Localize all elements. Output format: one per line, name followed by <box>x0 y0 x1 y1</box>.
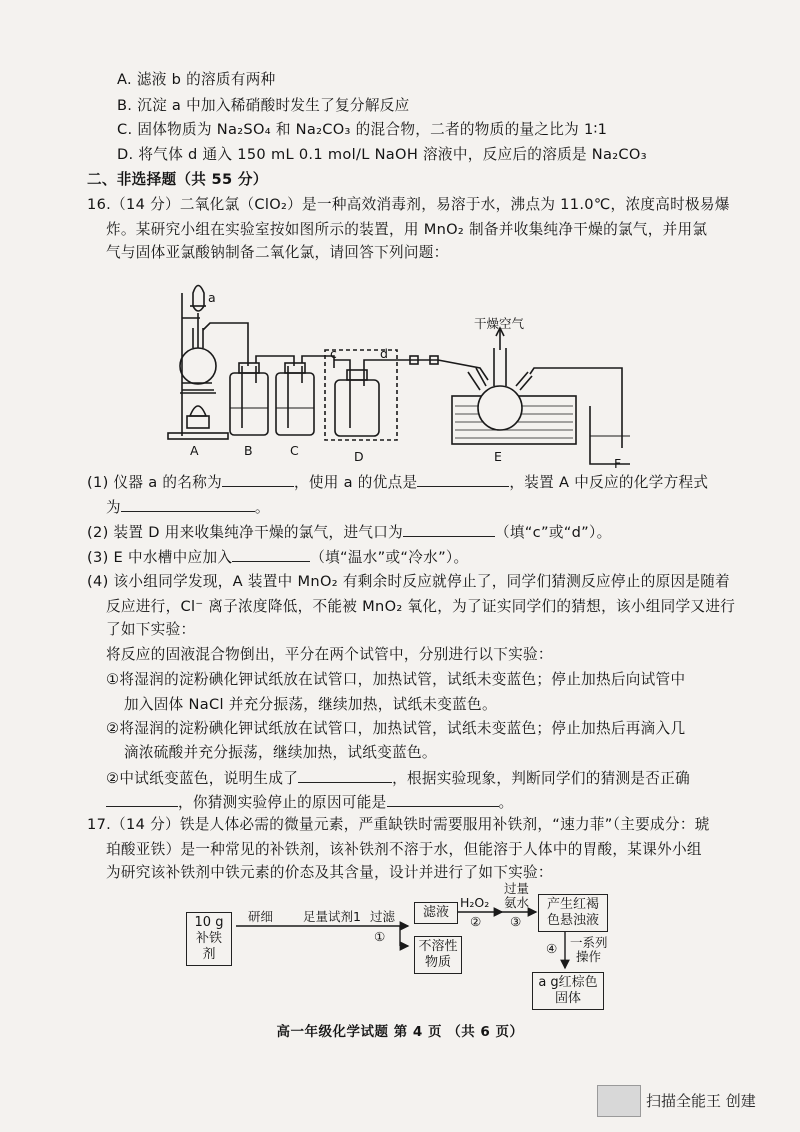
bottle-b <box>230 373 268 435</box>
flow-filter: 过滤 <box>370 909 396 924</box>
q16-p4-text-10b: 。 <box>498 794 514 811</box>
label-D: D <box>354 449 364 464</box>
q16-p3 <box>87 547 468 568</box>
q16-p4-line8: 滴浓硫酸并充分振荡，继续加热，试纸变蓝色。 <box>124 744 437 761</box>
q16-p1-line1 <box>87 472 708 493</box>
answer-blank[interactable] <box>121 497 255 512</box>
flow-filtrate-box <box>414 902 458 924</box>
q16-p3-text-a: (3) E 中水槽中应加入 <box>87 549 233 566</box>
q16-p3-text-b: （填“温水”或“冷水”）。 <box>310 549 469 566</box>
answer-blank[interactable] <box>232 547 310 562</box>
flow-diagram <box>180 880 620 1010</box>
flow-precip-box <box>538 894 608 932</box>
flow-step1: ① <box>374 929 386 944</box>
q16-p4-line10 <box>106 792 513 813</box>
q16-p1-text-a: (1) 仪器 a 的名称为 <box>87 474 222 491</box>
bottle-c <box>276 373 314 435</box>
label-C: C <box>290 443 299 458</box>
q16-p1-text-d: 为 <box>106 499 121 516</box>
q16-p4-line7: ②将湿润的淀粉碘化钾试纸放在试管口，加热试管，试纸未变蓝色；停止加热后再滴入几 <box>106 720 686 737</box>
flow-insoluble-box <box>414 936 462 974</box>
flow-ammonia-1: 过量 <box>504 881 530 896</box>
label-E: E <box>494 449 502 464</box>
answer-blank[interactable] <box>403 522 495 537</box>
flow-precip-text: 产生红褐 色悬浊液 <box>546 897 599 928</box>
flow-final-box <box>532 972 604 1010</box>
label-B: B <box>244 443 253 458</box>
q16-p2-text-b: （填“c”或“d”）。 <box>495 524 612 541</box>
q16-intro-line2: 炸。某研究小组在实验室按如图所示的装置，用 MnO₂ 制备并收集纯净干燥的氯气，并用氯 <box>106 221 708 238</box>
q16-intro-line3: 气与固体亚氯酸钠制备二氧化氯，请回答下列问题： <box>106 244 449 261</box>
answer-blank[interactable] <box>387 792 499 807</box>
flow-start-box <box>186 912 232 966</box>
q16-p1-text-c: ，装置 A 中反应的化学方程式 <box>509 474 709 491</box>
q16-p1-text-b: ，使用 a 的优点是 <box>294 474 418 491</box>
q16-p4-line1: (4) 该小组同学发现，A 装置中 MnO₂ 有剩余时反应就停止了，同学们猜测反应停止的原因是随着 <box>87 573 731 590</box>
label-d-port: d <box>380 346 388 361</box>
beaker-f <box>590 406 630 464</box>
flow-h2o2: H₂O₂ <box>460 895 490 910</box>
flow-step4: ④ <box>546 941 558 956</box>
scanner-logo <box>597 1085 641 1117</box>
label-c: c <box>330 346 337 361</box>
answer-blank[interactable] <box>106 792 178 807</box>
answer-blank[interactable] <box>222 472 294 487</box>
tube-a-b <box>203 323 248 366</box>
flow-step3: ③ <box>510 914 522 929</box>
q16-p4-text-10a: ，你猜测实验停止的原因可能是 <box>178 794 387 811</box>
label-A: A <box>190 443 199 458</box>
round-flask <box>180 348 216 384</box>
flow-ammonia-2: 氨水 <box>504 895 530 910</box>
q16-p1-line2 <box>106 497 270 518</box>
flow-start-text: 10 g 补铁剂 <box>194 915 224 962</box>
flow-reagent: 足量试剂1 <box>303 909 361 924</box>
q16-p2 <box>87 522 612 543</box>
q16-p4-line3: 了如下实验： <box>106 621 196 638</box>
q16-intro-line1: 16.（14 分）二氧化氯（ClO₂）是一种高效消毒剂，易溶于水，沸点为 11.0℃，浓度高时极易爆 <box>87 196 730 213</box>
flow-insoluble-text: 不溶性 物质 <box>418 939 458 970</box>
flow-final-text: a g红棕色 固体 <box>538 975 598 1006</box>
bottle-d <box>335 380 379 436</box>
flow-step2: ② <box>470 914 482 929</box>
q16-p4-text-9a: ②中试纸变蓝色，说明生成了 <box>106 770 299 787</box>
q16-p2-text-a: (2) 装置 D 用来收集纯净干燥的氯气，进气口为 <box>87 524 404 541</box>
q16-p4-line5: ①将湿润的淀粉碘化钾试纸放在试管口，加热试管，试纸未变蓝色；停止加热后向试管中 <box>106 671 686 688</box>
three-neck-flask <box>478 386 522 430</box>
q17-intro-line2: 珀酸亚铁）是一种常见的补铁剂，该补铁剂不溶于水，但能溶于人体中的胃酸，某课外小组 <box>106 841 702 858</box>
page-footer: 高一年级化学试题 第 4 页 （共 6 页） <box>276 1024 524 1040</box>
flow-filtrate-text: 滤液 <box>422 905 449 920</box>
apparatus-diagram <box>160 268 630 473</box>
stand-base <box>168 433 228 439</box>
label-dry-air: 干燥空气 <box>474 316 525 331</box>
label-a-small: a <box>208 290 216 305</box>
answer-blank[interactable] <box>298 768 392 783</box>
flow-ops-1: 一系列 <box>570 935 608 950</box>
option-c: C. 固体物质为 Na₂SO₄ 和 Na₂CO₃ 的混合物，二者的物质的量之比为 1∶1 <box>117 121 608 138</box>
separatory-funnel <box>193 286 204 312</box>
flow-ops-2: 操作 <box>576 949 602 964</box>
q16-p4-line2: 反应进行，Cl⁻ 离子浓度降低，不能被 MnO₂ 氧化，为了证实同学们的猜想，该小组同学又进行 <box>106 598 736 615</box>
q16-p4-line4: 将反应的固液混合物倒出，平分在两个试管中，分别进行以下实验： <box>106 646 553 663</box>
q16-p4-line6: 加入固体 NaCl 并充分振荡，继续加热，试纸未变蓝色。 <box>124 696 497 713</box>
option-b: B. 沉淀 a 中加入稀硝酸时发生了复分解反应 <box>117 97 410 114</box>
watermark-text: 扫描全能王 创建 <box>646 1092 756 1110</box>
answer-blank[interactable] <box>417 472 509 487</box>
label-F: F <box>614 456 622 471</box>
option-a: A. 滤液 b 的溶质有两种 <box>117 71 276 88</box>
q16-p4-text-9b: ，根据实验现象，判断同学们的猜测是否正确 <box>392 770 690 787</box>
q16-p1-text-e: 。 <box>254 499 270 516</box>
q17-intro-line1: 17.（14 分）铁是人体必需的微量元素，严重缺铁时需要服用补铁剂，“速力菲”（主要成分：琥 <box>87 816 710 833</box>
option-d: D. 将气体 d 通入 150 mL 0.1 mol/L NaOH 溶液中，反应后的溶质是 Na₂CO₃ <box>117 146 647 163</box>
flow-grind: 研细 <box>248 909 274 924</box>
q16-p4-line9 <box>106 768 690 789</box>
q17-intro-line3: 为研究该补铁剂中铁元素的价态及其含量，设计并进行了如下实验： <box>106 864 553 881</box>
section-title: 二、非选择题（共 55 分） <box>87 171 268 188</box>
